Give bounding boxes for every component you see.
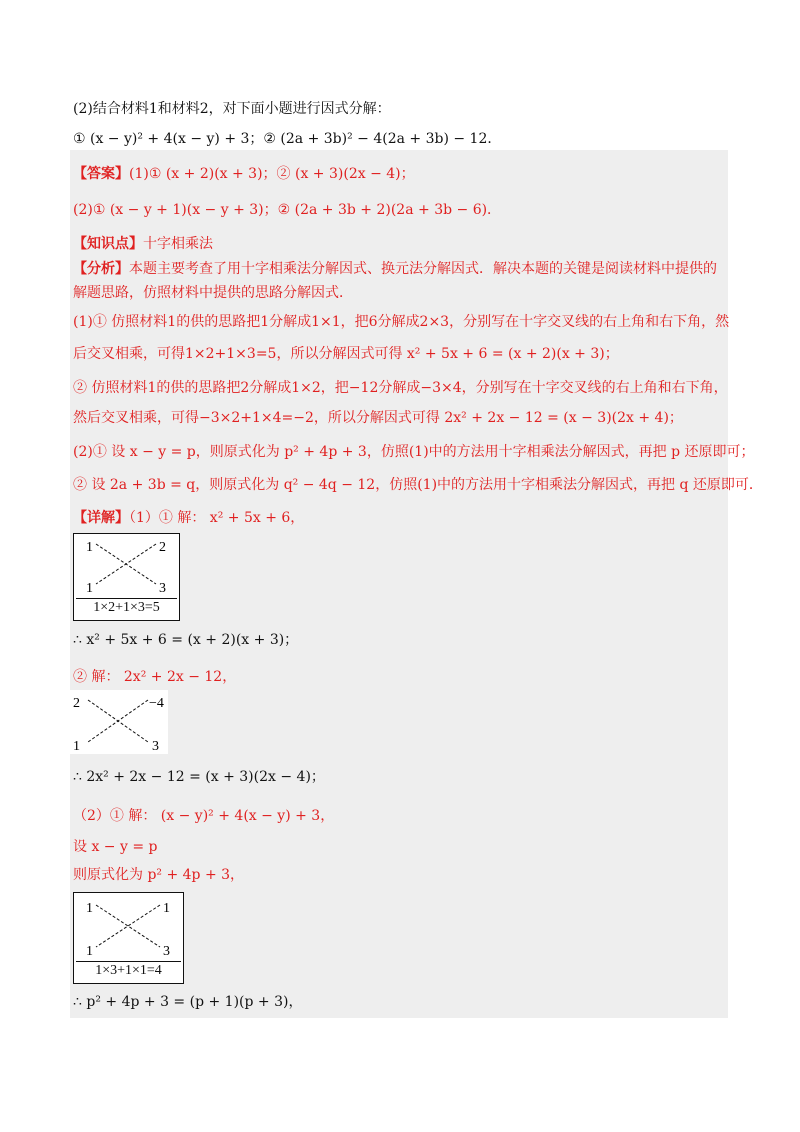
box3-tr: 1 (163, 901, 170, 916)
box3-bl: 1 (86, 944, 93, 959)
detail-intro (73, 507, 304, 527)
detail-conversion: 则原式化为 p² + 4p + 3， (73, 867, 245, 883)
analysis-p2a: ② 仿照材料1的供的思路把2分解成1×2，把−12分解成−3×4，分别写在十字交叉线的右上角和右下角， (73, 380, 728, 396)
cross-diagram-2 (70, 690, 168, 754)
cross-lines-2 (70, 690, 168, 754)
detail-set: 设 x − y = p (73, 839, 158, 855)
answer-line-1 (73, 163, 415, 183)
analysis-p4: ② 设 2a + 3b = q，则原式化为 q² − 4q − 12，仿照(1)中的方法用十字相乘法分解因式，再把 q 还原即可． (73, 477, 763, 493)
knowledge-tag: 【知识点】 (73, 236, 143, 252)
analysis-p2b: 然后交叉相乘，可得−3×2+1×4=−2，所以分解因式可得 2x² + 2x − 12 = (x − 3)(2x + 4)； (73, 410, 683, 426)
analysis-line-2: 解题思路，仿照材料中提供的思路分解因式． (73, 285, 353, 301)
answer-line-2: (2)① (x − y + 1)(x − y + 3)；② (2a + 3b + 2)(2a + 3b − 6)． (73, 202, 502, 218)
analysis-p3: (2)① 设 x − y = p，则原式化为 p² + 4p + 3，仿照(1)中的方法用十字相乘法分解因式，再把 p 还原即可； (73, 444, 755, 460)
detail-result-2: ∴ 2x² + 2x − 12 = (x + 3)(2x − 4)； (73, 769, 325, 785)
box1-sum: 1×2+1×3=5 (76, 598, 177, 616)
answer-tag: 【答案】 (73, 166, 129, 182)
box1-br: 3 (159, 581, 166, 596)
box3-sum: 1×3+1×1=4 (76, 961, 181, 979)
analysis-tag: 【分析】 (73, 261, 129, 277)
answer-text-1: (1)① (x + 2)(x + 3)；② (x + 3)(2x − 4)； (129, 166, 415, 182)
question-line-1: (2)结合材料1和材料2，对下面小题进行因式分解： (73, 101, 391, 117)
detail-intro-3: （2）① 解： (x − y)² + 4(x − y) + 3， (73, 808, 335, 824)
question-line-2: ① (x − y)² + 4(x − y) + 3；② (2a + 3b)² − 4(2a + 3b) − 12． (73, 131, 502, 147)
box1-bl: 1 (86, 581, 93, 596)
box3-br: 3 (163, 944, 170, 959)
detail-result-3: ∴ p² + 4p + 3 = (p + 1)(p + 3)， (73, 994, 303, 1010)
box3-tl: 1 (86, 901, 93, 916)
box1-tr: 2 (159, 540, 166, 555)
box1-tl: 1 (86, 540, 93, 555)
box2-bl: 1 (73, 739, 80, 754)
analysis-p1a: (1)① 仿照材料1的供的思路把1分解成1×1，把6分解成2×3，分别写在十字交叉线的右上角和右下角，然 (73, 314, 730, 330)
analysis-text-1: 本题主要考查了用十字相乘法分解因式、换元法分解因式．解决本题的关键是阅读材料中提供的 (129, 261, 717, 277)
detail-intro-2: ② 解： 2x² + 2x − 12， (73, 669, 237, 685)
box2-br: 3 (152, 739, 159, 754)
cross-diagram-1 (73, 533, 180, 621)
detail-result-1: ∴ x² + 5x + 6 = (x + 2)(x + 3)； (73, 632, 299, 648)
analysis-p1b: 后交叉相乘，可得1×2+1×3=5，所以分解因式可得 x² + 5x + 6 = (x + 2)(x + 3)； (73, 346, 619, 362)
detail-intro-text: （1）① 解： x² + 5x + 6， (129, 510, 305, 526)
detail-tag: 【详解】 (73, 510, 129, 526)
knowledge-text: 十字相乘法 (143, 236, 213, 252)
knowledge-line (73, 233, 213, 253)
box2-tr: −4 (149, 696, 164, 711)
analysis-line-1 (73, 258, 717, 278)
cross-diagram-3 (73, 892, 184, 984)
box2-tl: 2 (73, 696, 80, 711)
